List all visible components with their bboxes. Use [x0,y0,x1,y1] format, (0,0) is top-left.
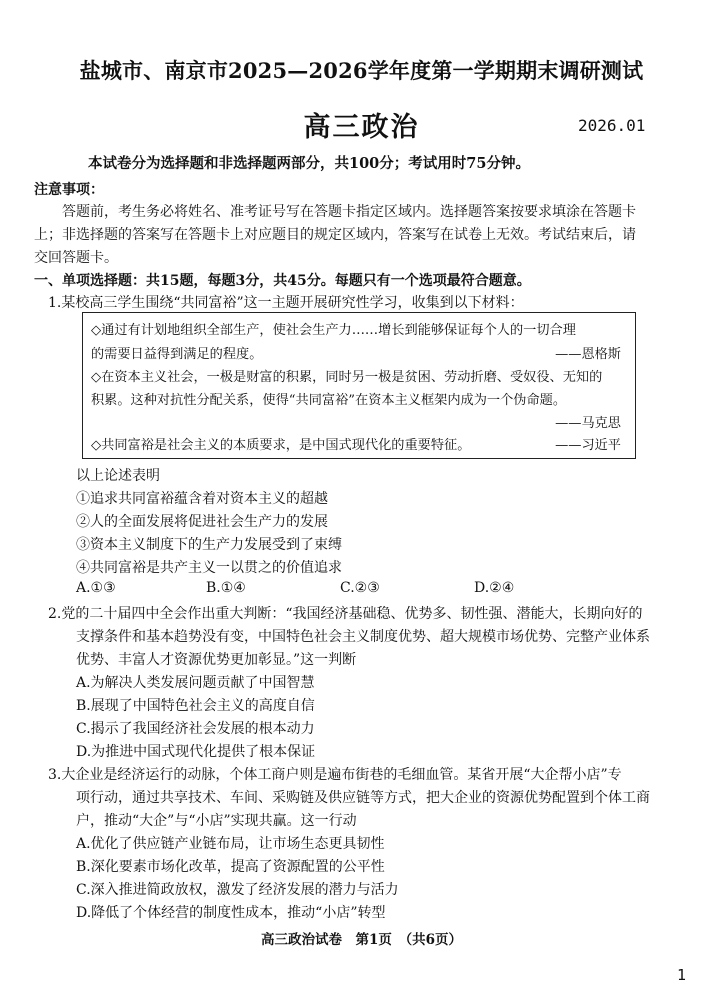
q1-source-xi: ——习近平 [555,438,621,453]
q3-stem-3: 户，推动“大企”与“小店”实现共赢。这一行动 [76,813,357,829]
exam-intro: 本试卷分为选择题和非选择题两部分，共100分；考试用时75分钟。 [88,155,530,172]
q2-choice-c: C.揭示了我国经济社会发展的根本动力 [76,721,315,737]
q1-quote-2b: 积累。这种对抗性分配关系，使得“共同富裕”在资本主义框架内成为一个伪命题。 [91,393,567,408]
subject-title: 高三政治 [303,112,420,143]
notes-line-3: 交回答题卡。 [34,250,118,266]
q3-stem-2: 项行动，通过共享技术、车间、采购链及供应链等方式，把大企业的资源优势配置到个体工商 [76,790,650,806]
q1-quote-1a: ◇通过有计划地组织全部生产，使社会生产力……增长到能够保证每个人的一切合理 [91,323,576,338]
q3-choice-b: B.深化要素市场化改革，提高了资源配置的公平性 [76,859,385,875]
q1-material-box [82,312,636,459]
q3-choice-a: A.优化了供应链产业链布局，让市场生态更具韧性 [76,836,385,852]
q1-lead: 以上论述表明 [76,468,160,484]
exam-title: 盐城市、南京市2025—2026学年度第一学期期末调研测试 [79,58,644,83]
q2-choice-d: D.为推进中国式现代化提供了根本保证 [76,744,316,760]
q1-source-engels: ——恩格斯 [555,347,621,362]
q3-choice-d: D.降低了个体经营的制度性成本，推动“小店”转型 [76,905,386,921]
q1-quote-3: ◇共同富裕是社会主义的本质要求，是中国式现代化的重要特征。 [91,438,471,453]
q1-quote-1b: 的需要日益得到满足的程度。 [91,347,263,362]
q2-stem-3: 优势、丰富人才资源优势更加彰显。”这一判断 [76,652,357,668]
q1-choice-d: D.②④ [474,580,515,596]
q2-stem-1: 2.党的二十届四中全会作出重大判断：“我国经济基础稳、优势多、韧性强、潜能大，长期向好的 [48,606,643,622]
exam-date: 2026.01 [578,116,646,135]
q3-choice-c: C.深入推进简政放权，激发了经济发展的潜力与活力 [76,882,399,898]
notes-heading: 注意事项： [34,182,104,198]
q1-source-marx: ——马克思 [555,416,621,431]
q2-choice-a: A.为解决人类发展问题贡献了中国智慧 [76,675,315,691]
page-footer: 高三政治试卷 第1页 （共6页） [260,932,463,948]
q1-option-1: ①追求共同富裕蕴含着对资本主义的超越 [76,491,328,507]
q1-option-2: ②人的全面发展将促进社会生产力的发展 [76,514,328,530]
q2-stem-2: 支撑条件和基本趋势没有变，中国特色社会主义制度优势、超大规模市场优势、完整产业体系 [76,629,650,645]
q2-choice-b: B.展现了中国特色社会主义的高度自信 [76,698,315,714]
q1-option-4: ④共同富裕是共产主义一以贯之的价值追求 [76,560,342,576]
q1-choice-a: A.①③ [76,580,116,596]
q1-choice-c: C.②③ [340,580,380,596]
section-heading: 一、单项选择题：共15题，每题3分，共45分。每题只有一个选项最符合题意。 [34,273,531,289]
q1-stem: 1.某校高三学生围绕“共同富裕”这一主题开展研究性学习，收集到以下材料： [48,295,524,311]
q1-quote-2a: ◇在资本主义社会，一极是财富的积累，同时另一极是贫困、劳动折磨、受奴役、无知的 [91,370,603,385]
notes-line-1: 答题前，考生务必将姓名、准考证号写在答题卡指定区域内。选择题答案按要求填涂在答题卡 [62,204,636,220]
q1-option-3: ③资本主义制度下的生产力发展受到了束缚 [76,537,342,553]
notes-line-2: 上；非选择题的答案写在答题卡上对应题目的规定区域内，答案写在试卷上无效。考试结束后，请 [34,227,636,243]
q1-choice-b: B.①④ [206,580,246,596]
q3-stem-1: 3.大企业是经济运行的动脉，个体工商户则是遍布街巷的毛细血管。某省开展“大企帮小店”专 [48,767,622,783]
page-number: 1 [677,966,687,984]
